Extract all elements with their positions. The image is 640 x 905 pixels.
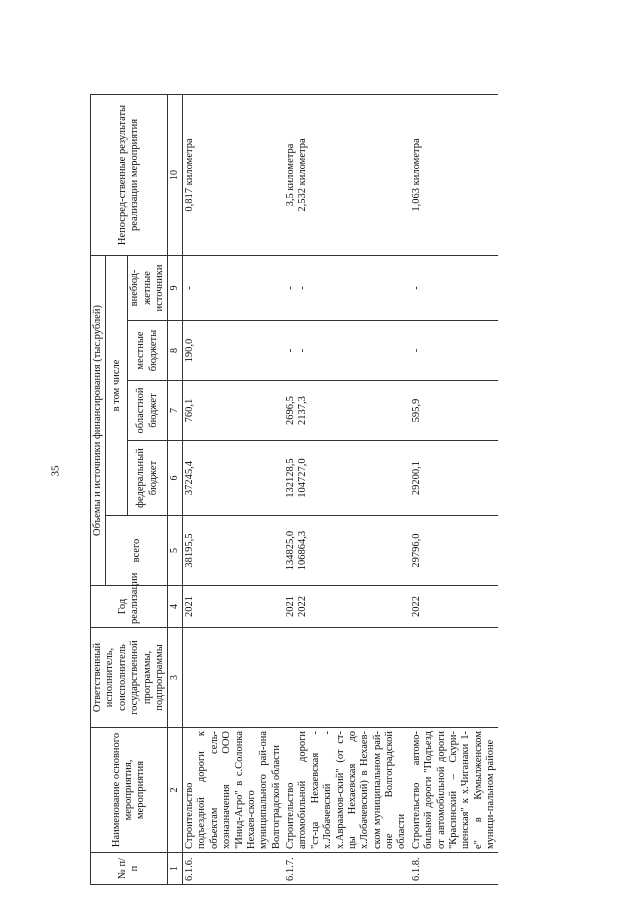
- local-value: -: [285, 348, 297, 353]
- year-value: 2021: [285, 596, 297, 617]
- row-local: [284, 321, 410, 381]
- column-number: 1: [168, 853, 183, 885]
- table-header: [91, 94, 183, 884]
- header-funding: Объемы и источники финансирования (тыс.рублей): [91, 255, 106, 585]
- header-federal: федеральный бюджет: [128, 441, 168, 516]
- table-row: [183, 94, 285, 884]
- total-value: 106864,3: [297, 530, 309, 571]
- extra-value: -: [285, 286, 297, 290]
- row-executor: [284, 628, 410, 728]
- row-executor: [410, 628, 499, 728]
- result-value: 2,532 километра: [297, 138, 309, 212]
- column-number: 6: [168, 441, 183, 516]
- table-row: [284, 94, 410, 884]
- federal-value: 132128,5: [285, 458, 297, 498]
- header-including: в том числе: [106, 255, 128, 515]
- regional-value: 2137,3: [297, 396, 309, 425]
- column-number-row: [168, 94, 183, 884]
- result-value: 0,817 километра: [184, 138, 196, 212]
- year-value: 2021: [184, 596, 196, 617]
- row-extra: [284, 255, 410, 320]
- federal-value: 37245,4: [184, 460, 196, 496]
- header-results: Непосред-ственные результаты реализации мероприятия: [91, 94, 168, 255]
- column-number: 8: [168, 321, 183, 381]
- row-executor: [183, 628, 285, 728]
- header-total: всего: [106, 516, 168, 586]
- total-value: 29796,0: [410, 533, 422, 568]
- row-regional: [183, 381, 285, 441]
- year-value: 2022: [410, 596, 422, 617]
- financing-table: [90, 94, 498, 885]
- table-row: [410, 94, 499, 884]
- row-regional: [410, 381, 499, 441]
- row-local: [410, 321, 499, 381]
- page-number: 35: [49, 465, 62, 477]
- row-year: [410, 586, 499, 628]
- extra-value: -: [297, 286, 309, 290]
- local-value: -: [410, 348, 422, 353]
- row-num: 6.1.7.: [284, 853, 410, 885]
- result-value: 1,063 километра: [410, 138, 422, 212]
- row-name: Строительство автомобильной дороги "ст-ца Нехаевская - х.Лобачевский - х.Авраамов-ский" (от ст-цы Нехаевская до х.Лобачевский) в Нехаев-ском муниципальном рай-оне Волгоградской области: [284, 728, 410, 853]
- header-regional: областной бюджет: [128, 381, 168, 441]
- regional-value: 2696,5: [285, 396, 297, 425]
- row-num: 6.1.6.: [183, 853, 285, 885]
- row-extra: [410, 255, 499, 320]
- column-number: 7: [168, 381, 183, 441]
- column-number: 9: [168, 255, 183, 320]
- header-year: Год реализации: [91, 586, 168, 628]
- extra-value: -: [410, 286, 422, 290]
- row-name: Строительство автомо-бильной дороги "Подъезд от автомобильной дороги "Красинский – Скури-шенская" к х.Чиганаки 1-е" в Кумылженском муници-пальном районе: [410, 728, 499, 853]
- header-extra: внебюд-жетные источники: [128, 255, 168, 320]
- total-value: 134825,0: [285, 530, 297, 571]
- row-year: [183, 586, 285, 628]
- row-federal: [183, 441, 285, 516]
- extra-value: -: [184, 286, 196, 290]
- row-result: [284, 94, 410, 255]
- result-value: 3,5 километра: [285, 143, 297, 207]
- row-name: Строительство подъездной дороги к объектам сель-хозназначения ООО "Инид-Агро" в с.Солонка Нехаев-ского муниципального рай-она Волгоградской области: [183, 728, 285, 853]
- rotated-page: [90, 95, 640, 885]
- row-federal: [284, 441, 410, 516]
- header-executor: Ответственный исполнитель, соисполнитель государственной программы, подпрограммы: [91, 628, 168, 728]
- row-regional: [284, 381, 410, 441]
- row-federal: [410, 441, 499, 516]
- regional-value: 595,9: [410, 398, 422, 423]
- row-total: [284, 516, 410, 586]
- row-num: 6.1.8.: [410, 853, 499, 885]
- header-num: № п/п: [91, 853, 168, 885]
- federal-value: 29200,1: [410, 460, 422, 496]
- year-value: 2022: [297, 596, 309, 617]
- row-extra: [183, 255, 285, 320]
- column-number: 3: [168, 628, 183, 728]
- header-name: Наименование основного мероприятия, мероприятия: [91, 728, 168, 853]
- row-total: [410, 516, 499, 586]
- column-number: 5: [168, 516, 183, 586]
- row-total: [183, 516, 285, 586]
- header-local: местные бюджеты: [128, 321, 168, 381]
- total-value: 38195,5: [184, 533, 196, 568]
- column-number: 10: [168, 94, 183, 255]
- column-number: 4: [168, 586, 183, 628]
- row-result: [410, 94, 499, 255]
- federal-value: 104727,0: [297, 458, 309, 498]
- row-local: [183, 321, 285, 381]
- row-year: [284, 586, 410, 628]
- column-number: 2: [168, 728, 183, 853]
- local-value: 190,0: [184, 338, 196, 363]
- local-value: -: [297, 348, 309, 353]
- regional-value: 760,1: [184, 398, 196, 423]
- table-body: [183, 94, 499, 884]
- row-result: [183, 94, 285, 255]
